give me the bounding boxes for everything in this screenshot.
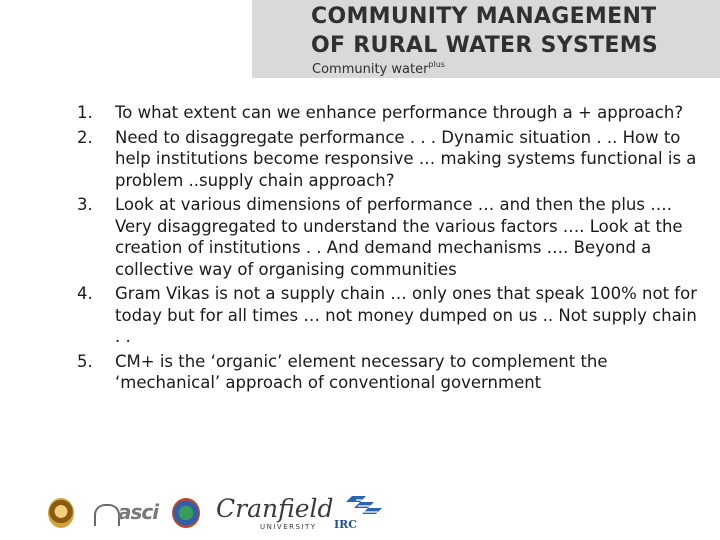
- list-item-text: CM+ is the ‘organic’ element necessary to complement the ‘mechanical’ approach of conventional government: [115, 351, 608, 392]
- cranfield-logo-subtext: UNIVERSITY: [260, 523, 317, 531]
- subtitle-main: Community water: [312, 62, 429, 77]
- irc-logo-text: IRC: [334, 518, 358, 531]
- list-item: [60, 194, 700, 280]
- list-item-number: 1.: [77, 103, 93, 122]
- cranfield-logo: [216, 494, 334, 534]
- list-item: [60, 351, 700, 394]
- list-item-text: Need to disaggregate performance . . . Dynamic situation . .. How to help institutions become responsive … making systems functional is a problem ..supply chain approach?: [115, 127, 697, 190]
- numbered-list: [60, 102, 700, 397]
- list-item-number: 4.: [77, 284, 93, 303]
- title-line-2: OF RURAL WATER SYSTEMS: [311, 33, 659, 58]
- list-item-text: To what extent can we enhance performance through a + approach?: [115, 103, 684, 122]
- institution-seal-logo: [48, 498, 74, 528]
- list-item-text: Gram Vikas is not a supply chain … only ones that speak 100% not for today but for all times … not money dumped on us .. Not supply chain . .: [115, 284, 697, 346]
- list-item-text: Look at various dimensions of performance … and then the plus …. Very disaggregated to understand the various factors …. Look at the creation of institutions . . And demand mechanisms …. Beyond a collective way of organising communities: [115, 195, 683, 279]
- irc-wave-icon: [332, 494, 392, 520]
- cranfield-logo-text: Cranfield: [216, 494, 334, 523]
- list-item-number: 5.: [77, 351, 93, 371]
- subtitle-sup: plus: [428, 60, 445, 69]
- logo-strip: [40, 492, 440, 536]
- dome-icon: [94, 504, 120, 526]
- asci-logo-text: asci: [118, 500, 159, 524]
- list-item-number: 2.: [77, 127, 93, 147]
- subtitle: [312, 60, 445, 77]
- list-item: [60, 127, 700, 192]
- list-item: [60, 102, 700, 124]
- asci-logo: [92, 500, 162, 528]
- round-emblem-logo: [172, 498, 200, 528]
- irc-logo: [332, 494, 392, 534]
- title-line-1: COMMUNITY MANAGEMENT: [311, 4, 657, 29]
- list-item: [60, 283, 700, 348]
- list-item-number: 3.: [77, 195, 93, 214]
